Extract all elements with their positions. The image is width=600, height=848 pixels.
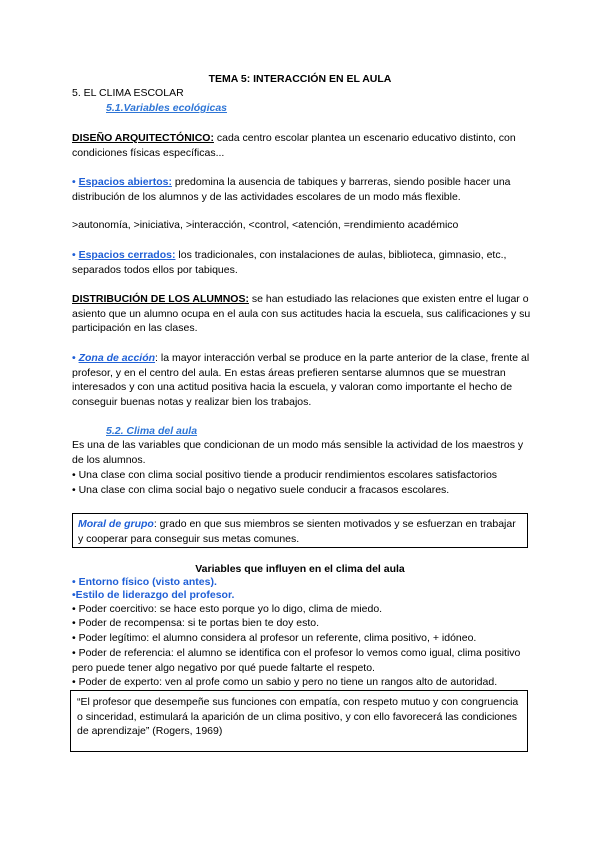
poder-recompensa-item: • Poder de recompensa: si te portas bien te doy esto. bbox=[72, 617, 320, 629]
estilo-liderazgo-item: •Estilo de liderazgo del profesor. bbox=[72, 589, 235, 601]
espacios-cerrados-paragraph bbox=[72, 248, 532, 277]
section-heading: 5. EL CLIMA ESCOLAR bbox=[72, 87, 184, 99]
distribucion-text: se han estudiado las relaciones que existen entre el lugar o asiento que un alumno ocupa en el aula con sus actitudes hacia la escuela, sus calificaciones y su participación en las clases. bbox=[72, 293, 531, 334]
rogers-quote: “El profesor que desempeñe sus funciones con empatía, con respeto mutuo y con congruencia o sinceridad, estimulará la aparición de un clima positivo, y con ello favorecerá las condiciones de aprendizaje” (Rogers, 1969) bbox=[77, 696, 519, 737]
subsection-ecologicas-label: 5.1.Variables ecológicas bbox=[106, 102, 228, 114]
espacios-abiertos-text: predomina la ausencia de tabiques y barreras, siendo posible hacer una distribución de los alumnos y de las actividades escolares de un modo más flexible. bbox=[72, 176, 511, 203]
moral-grupo-label: Moral de grupo bbox=[78, 518, 154, 530]
document-title: TEMA 5: INTERACCIÓN EN EL AULA bbox=[208, 73, 392, 85]
subsection-ecologicas bbox=[106, 101, 566, 116]
diseno-paragraph bbox=[72, 131, 532, 160]
bullet: • bbox=[72, 249, 79, 261]
clima-negativo: • Una clase con clima social bajo o negativo suele conducir a fracasos escolares. bbox=[72, 484, 450, 496]
zona-accion-label: Zona de acción bbox=[78, 352, 156, 364]
effects-line: >autonomía, >iniciativa, >interacción, <control, <atención, =rendimiento académico bbox=[72, 219, 459, 231]
subsection-clima bbox=[106, 424, 566, 439]
clima-intro: Es una de las variables que condicionan de un modo más sensible la actividad de los maestros y de los alumnos. bbox=[72, 439, 524, 466]
diseno-text: cada centro escolar plantea un escenario educativo distinto, con condiciones físicas específicas... bbox=[72, 132, 516, 159]
zona-accion-text: : la mayor interacción verbal se produce en la parte anterior de la clase, frente al profesor, y en el centro del aula. En estas áreas prefieren sentarse alumnos que se muestran interesados y con una actitud positiva hacia la escuela, y valoran como importante el hecho de conseguir buenas notas y realizar bien los trabajos. bbox=[72, 352, 530, 408]
poder-legitimo-item: • Poder legítimo: el alumno considera al profesor un referente, clima positivo, + idóneo. bbox=[72, 632, 477, 644]
poder-coercitivo-item: • Poder coercitivo: se hace esto porque yo lo digo, clima de miedo. bbox=[72, 603, 383, 615]
bullet: • bbox=[72, 176, 79, 188]
moral-grupo-text: : grado en que sus miembros se sienten motivados y se esfuerzan en trabajar y cooperar para conseguir sus metas comunes. bbox=[78, 518, 516, 545]
espacios-cerrados-label: Espacios cerrados: bbox=[78, 249, 176, 261]
poder-experto-item: • Poder de experto: ven al profe como un sabio y pero no tiene un rangos alto de autoridad. bbox=[72, 676, 498, 688]
subsection-clima-label: 5.2. Clima del aula bbox=[106, 425, 198, 437]
espacios-abiertos-paragraph bbox=[72, 175, 532, 204]
zona-accion-paragraph bbox=[72, 351, 532, 409]
espacios-cerrados-text: los tradicionales, con instalaciones de aulas, biblioteca, gimnasio, etc., separados todos ellos por tabiques. bbox=[72, 249, 507, 276]
clima-positivo: • Una clase con clima social positivo tiende a producir rendimientos escolares satisfactorios bbox=[72, 469, 498, 481]
variables-heading: Variables que influyen en el clima del aula bbox=[195, 563, 405, 575]
distribucion-paragraph bbox=[72, 292, 532, 336]
entorno-fisico-item: • Entorno físico (visto antes). bbox=[72, 576, 217, 588]
moral-grupo-box bbox=[72, 513, 528, 548]
bullet: • bbox=[72, 352, 79, 364]
poder-referencia-item: • Poder de referencia: el alumno se identifica con el profesor lo vemos como igual, clima positivo pero puede tener algo negativo por qué puede faltarte el respeto. bbox=[72, 647, 521, 674]
distribucion-heading: DISTRIBUCIÓN DE LOS ALUMNOS: bbox=[72, 293, 249, 305]
espacios-abiertos-label: Espacios abiertos: bbox=[78, 176, 172, 188]
diseno-heading: DISEÑO ARQUITECTÓNICO: bbox=[72, 132, 214, 144]
quote-box bbox=[70, 690, 528, 752]
